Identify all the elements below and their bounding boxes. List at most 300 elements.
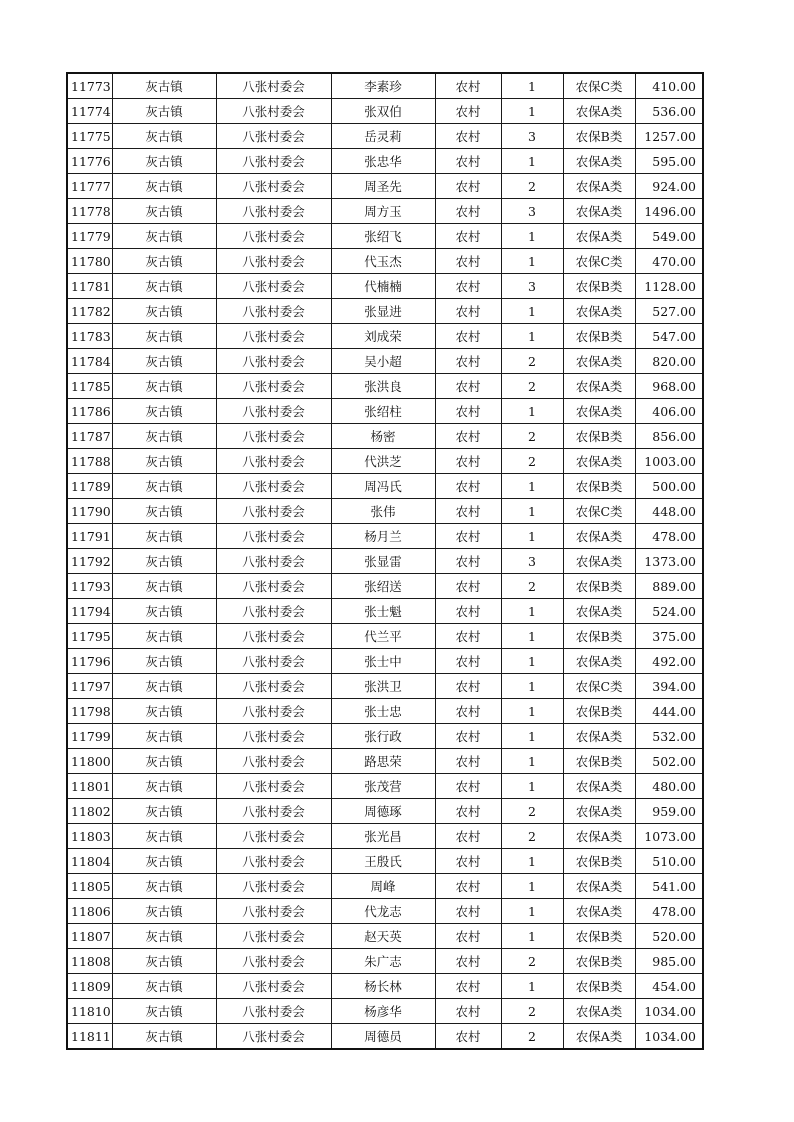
cell-town: 灰古镇 xyxy=(112,749,216,774)
cell-record-id: 11806 xyxy=(67,899,112,924)
cell-person-name: 刘成荣 xyxy=(331,324,435,349)
cell-record-id: 11773 xyxy=(67,73,112,99)
cell-village-committee: 八张村委会 xyxy=(216,999,331,1024)
cell-area-type: 农村 xyxy=(435,674,501,699)
cell-insurance-category: 农保A类 xyxy=(563,724,635,749)
cell-record-id: 11783 xyxy=(67,324,112,349)
cell-insurance-category: 农保A类 xyxy=(563,374,635,399)
cell-household-size: 1 xyxy=(501,299,563,324)
table-row xyxy=(67,224,703,249)
cell-town: 灰古镇 xyxy=(112,399,216,424)
cell-amount: 532.00 xyxy=(635,724,703,749)
cell-amount: 492.00 xyxy=(635,649,703,674)
cell-town: 灰古镇 xyxy=(112,499,216,524)
cell-record-id: 11793 xyxy=(67,574,112,599)
cell-village-committee: 八张村委会 xyxy=(216,374,331,399)
cell-insurance-category: 农保C类 xyxy=(563,249,635,274)
cell-insurance-category: 农保A类 xyxy=(563,349,635,374)
cell-village-committee: 八张村委会 xyxy=(216,674,331,699)
cell-insurance-category: 农保B类 xyxy=(563,124,635,149)
cell-record-id: 11807 xyxy=(67,924,112,949)
cell-town: 灰古镇 xyxy=(112,1024,216,1050)
cell-household-size: 2 xyxy=(501,1024,563,1050)
cell-household-size: 1 xyxy=(501,849,563,874)
cell-town: 灰古镇 xyxy=(112,549,216,574)
table-row xyxy=(67,174,703,199)
cell-amount: 394.00 xyxy=(635,674,703,699)
cell-insurance-category: 农保A类 xyxy=(563,824,635,849)
cell-town: 灰古镇 xyxy=(112,724,216,749)
cell-area-type: 农村 xyxy=(435,724,501,749)
cell-person-name: 张光昌 xyxy=(331,824,435,849)
cell-area-type: 农村 xyxy=(435,699,501,724)
cell-amount: 406.00 xyxy=(635,399,703,424)
cell-person-name: 周圣先 xyxy=(331,174,435,199)
cell-area-type: 农村 xyxy=(435,149,501,174)
cell-amount: 1034.00 xyxy=(635,999,703,1024)
cell-person-name: 朱广志 xyxy=(331,949,435,974)
cell-insurance-category: 农保A类 xyxy=(563,1024,635,1050)
cell-record-id: 11801 xyxy=(67,774,112,799)
cell-village-committee: 八张村委会 xyxy=(216,249,331,274)
cell-household-size: 1 xyxy=(501,724,563,749)
cell-household-size: 3 xyxy=(501,549,563,574)
table-row xyxy=(67,649,703,674)
table-row xyxy=(67,674,703,699)
cell-record-id: 11808 xyxy=(67,949,112,974)
cell-village-committee: 八张村委会 xyxy=(216,474,331,499)
cell-person-name: 代龙志 xyxy=(331,899,435,924)
cell-insurance-category: 农保B类 xyxy=(563,849,635,874)
cell-person-name: 张行政 xyxy=(331,724,435,749)
cell-village-committee: 八张村委会 xyxy=(216,424,331,449)
cell-town: 灰古镇 xyxy=(112,349,216,374)
cell-area-type: 农村 xyxy=(435,474,501,499)
cell-insurance-category: 农保B类 xyxy=(563,974,635,999)
cell-village-committee: 八张村委会 xyxy=(216,73,331,99)
cell-town: 灰古镇 xyxy=(112,199,216,224)
cell-record-id: 11804 xyxy=(67,849,112,874)
cell-town: 灰古镇 xyxy=(112,324,216,349)
cell-amount: 536.00 xyxy=(635,99,703,124)
cell-village-committee: 八张村委会 xyxy=(216,974,331,999)
cell-record-id: 11778 xyxy=(67,199,112,224)
cell-person-name: 代玉杰 xyxy=(331,249,435,274)
cell-village-committee: 八张村委会 xyxy=(216,324,331,349)
cell-person-name: 张显雷 xyxy=(331,549,435,574)
cell-village-committee: 八张村委会 xyxy=(216,549,331,574)
cell-amount: 448.00 xyxy=(635,499,703,524)
cell-person-name: 周德琢 xyxy=(331,799,435,824)
cell-household-size: 1 xyxy=(501,699,563,724)
cell-record-id: 11809 xyxy=(67,974,112,999)
cell-town: 灰古镇 xyxy=(112,524,216,549)
cell-village-committee: 八张村委会 xyxy=(216,449,331,474)
cell-household-size: 1 xyxy=(501,249,563,274)
cell-area-type: 农村 xyxy=(435,749,501,774)
cell-household-size: 1 xyxy=(501,324,563,349)
cell-town: 灰古镇 xyxy=(112,824,216,849)
cell-insurance-category: 农保B类 xyxy=(563,699,635,724)
cell-village-committee: 八张村委会 xyxy=(216,899,331,924)
cell-insurance-category: 农保B类 xyxy=(563,924,635,949)
cell-town: 灰古镇 xyxy=(112,899,216,924)
table-row xyxy=(67,824,703,849)
cell-amount: 478.00 xyxy=(635,899,703,924)
cell-area-type: 农村 xyxy=(435,949,501,974)
cell-household-size: 1 xyxy=(501,674,563,699)
cell-record-id: 11775 xyxy=(67,124,112,149)
cell-amount: 524.00 xyxy=(635,599,703,624)
cell-area-type: 农村 xyxy=(435,174,501,199)
cell-area-type: 农村 xyxy=(435,399,501,424)
cell-area-type: 农村 xyxy=(435,524,501,549)
cell-amount: 889.00 xyxy=(635,574,703,599)
cell-person-name: 吴小超 xyxy=(331,349,435,374)
cell-town: 灰古镇 xyxy=(112,124,216,149)
cell-village-committee: 八张村委会 xyxy=(216,174,331,199)
cell-village-committee: 八张村委会 xyxy=(216,849,331,874)
cell-area-type: 农村 xyxy=(435,124,501,149)
cell-household-size: 1 xyxy=(501,149,563,174)
records-body xyxy=(67,73,703,1049)
cell-amount: 480.00 xyxy=(635,774,703,799)
cell-town: 灰古镇 xyxy=(112,674,216,699)
cell-household-size: 1 xyxy=(501,924,563,949)
cell-person-name: 周方玉 xyxy=(331,199,435,224)
table-row xyxy=(67,799,703,824)
cell-insurance-category: 农保A类 xyxy=(563,149,635,174)
cell-amount: 454.00 xyxy=(635,974,703,999)
cell-person-name: 张绍柱 xyxy=(331,399,435,424)
table-row xyxy=(67,274,703,299)
cell-person-name: 张忠华 xyxy=(331,149,435,174)
cell-amount: 410.00 xyxy=(635,73,703,99)
cell-amount: 470.00 xyxy=(635,249,703,274)
table-row xyxy=(67,399,703,424)
cell-insurance-category: 农保A类 xyxy=(563,874,635,899)
cell-amount: 924.00 xyxy=(635,174,703,199)
cell-record-id: 11796 xyxy=(67,649,112,674)
cell-record-id: 11784 xyxy=(67,349,112,374)
cell-area-type: 农村 xyxy=(435,924,501,949)
cell-village-committee: 八张村委会 xyxy=(216,949,331,974)
table-row xyxy=(67,299,703,324)
cell-village-committee: 八张村委会 xyxy=(216,724,331,749)
cell-person-name: 杨月兰 xyxy=(331,524,435,549)
cell-record-id: 11788 xyxy=(67,449,112,474)
table-row xyxy=(67,549,703,574)
cell-household-size: 1 xyxy=(501,624,563,649)
cell-person-name: 张绍送 xyxy=(331,574,435,599)
cell-area-type: 农村 xyxy=(435,849,501,874)
cell-person-name: 张士中 xyxy=(331,649,435,674)
cell-household-size: 2 xyxy=(501,799,563,824)
cell-town: 灰古镇 xyxy=(112,99,216,124)
table-row xyxy=(67,374,703,399)
table-row xyxy=(67,749,703,774)
cell-household-size: 2 xyxy=(501,424,563,449)
cell-household-size: 2 xyxy=(501,999,563,1024)
cell-person-name: 张绍飞 xyxy=(331,224,435,249)
cell-village-committee: 八张村委会 xyxy=(216,624,331,649)
cell-record-id: 11798 xyxy=(67,699,112,724)
cell-household-size: 2 xyxy=(501,174,563,199)
cell-record-id: 11800 xyxy=(67,749,112,774)
cell-area-type: 农村 xyxy=(435,374,501,399)
cell-household-size: 2 xyxy=(501,574,563,599)
cell-village-committee: 八张村委会 xyxy=(216,149,331,174)
cell-area-type: 农村 xyxy=(435,799,501,824)
cell-area-type: 农村 xyxy=(435,624,501,649)
cell-amount: 541.00 xyxy=(635,874,703,899)
cell-town: 灰古镇 xyxy=(112,149,216,174)
cell-household-size: 1 xyxy=(501,899,563,924)
cell-person-name: 路思荣 xyxy=(331,749,435,774)
cell-household-size: 1 xyxy=(501,774,563,799)
cell-area-type: 农村 xyxy=(435,599,501,624)
cell-town: 灰古镇 xyxy=(112,874,216,899)
cell-village-committee: 八张村委会 xyxy=(216,924,331,949)
cell-household-size: 1 xyxy=(501,399,563,424)
cell-person-name: 张茂营 xyxy=(331,774,435,799)
table-row xyxy=(67,874,703,899)
cell-amount: 549.00 xyxy=(635,224,703,249)
cell-area-type: 农村 xyxy=(435,549,501,574)
table-row xyxy=(67,249,703,274)
table-row xyxy=(67,349,703,374)
cell-town: 灰古镇 xyxy=(112,73,216,99)
cell-household-size: 3 xyxy=(501,199,563,224)
cell-village-committee: 八张村委会 xyxy=(216,699,331,724)
cell-household-size: 1 xyxy=(501,499,563,524)
cell-village-committee: 八张村委会 xyxy=(216,199,331,224)
cell-household-size: 1 xyxy=(501,649,563,674)
cell-amount: 375.00 xyxy=(635,624,703,649)
cell-amount: 444.00 xyxy=(635,699,703,724)
cell-record-id: 11803 xyxy=(67,824,112,849)
cell-village-committee: 八张村委会 xyxy=(216,574,331,599)
cell-amount: 502.00 xyxy=(635,749,703,774)
cell-insurance-category: 农保A类 xyxy=(563,399,635,424)
cell-village-committee: 八张村委会 xyxy=(216,224,331,249)
cell-household-size: 3 xyxy=(501,124,563,149)
cell-town: 灰古镇 xyxy=(112,449,216,474)
cell-town: 灰古镇 xyxy=(112,649,216,674)
cell-household-size: 3 xyxy=(501,274,563,299)
cell-person-name: 代兰平 xyxy=(331,624,435,649)
cell-insurance-category: 农保A类 xyxy=(563,299,635,324)
cell-area-type: 农村 xyxy=(435,574,501,599)
cell-town: 灰古镇 xyxy=(112,574,216,599)
cell-household-size: 2 xyxy=(501,349,563,374)
cell-town: 灰古镇 xyxy=(112,174,216,199)
cell-record-id: 11799 xyxy=(67,724,112,749)
cell-household-size: 1 xyxy=(501,874,563,899)
cell-village-committee: 八张村委会 xyxy=(216,649,331,674)
cell-town: 灰古镇 xyxy=(112,699,216,724)
cell-amount: 856.00 xyxy=(635,424,703,449)
cell-record-id: 11781 xyxy=(67,274,112,299)
cell-record-id: 11787 xyxy=(67,424,112,449)
cell-person-name: 张伟 xyxy=(331,499,435,524)
cell-person-name: 周峰 xyxy=(331,874,435,899)
cell-insurance-category: 农保A类 xyxy=(563,524,635,549)
cell-amount: 1034.00 xyxy=(635,1024,703,1050)
cell-area-type: 农村 xyxy=(435,1024,501,1050)
cell-area-type: 农村 xyxy=(435,899,501,924)
cell-insurance-category: 农保A类 xyxy=(563,649,635,674)
cell-town: 灰古镇 xyxy=(112,799,216,824)
table-row xyxy=(67,924,703,949)
cell-insurance-category: 农保B类 xyxy=(563,424,635,449)
cell-insurance-category: 农保B类 xyxy=(563,574,635,599)
cell-village-committee: 八张村委会 xyxy=(216,349,331,374)
table-row xyxy=(67,73,703,99)
cell-village-committee: 八张村委会 xyxy=(216,274,331,299)
cell-person-name: 杨长林 xyxy=(331,974,435,999)
table-row xyxy=(67,949,703,974)
cell-town: 灰古镇 xyxy=(112,274,216,299)
cell-record-id: 11774 xyxy=(67,99,112,124)
cell-insurance-category: 农保A类 xyxy=(563,899,635,924)
cell-record-id: 11789 xyxy=(67,474,112,499)
cell-area-type: 农村 xyxy=(435,824,501,849)
cell-insurance-category: 农保C类 xyxy=(563,499,635,524)
cell-amount: 510.00 xyxy=(635,849,703,874)
cell-area-type: 农村 xyxy=(435,349,501,374)
table-row xyxy=(67,724,703,749)
cell-person-name: 张士魁 xyxy=(331,599,435,624)
cell-area-type: 农村 xyxy=(435,324,501,349)
cell-area-type: 农村 xyxy=(435,99,501,124)
cell-record-id: 11791 xyxy=(67,524,112,549)
cell-person-name: 岳灵莉 xyxy=(331,124,435,149)
cell-area-type: 农村 xyxy=(435,249,501,274)
cell-record-id: 11794 xyxy=(67,599,112,624)
cell-village-committee: 八张村委会 xyxy=(216,399,331,424)
cell-record-id: 11777 xyxy=(67,174,112,199)
cell-town: 灰古镇 xyxy=(112,624,216,649)
cell-household-size: 2 xyxy=(501,374,563,399)
table-row xyxy=(67,149,703,174)
cell-area-type: 农村 xyxy=(435,424,501,449)
cell-insurance-category: 农保A类 xyxy=(563,549,635,574)
cell-person-name: 赵天英 xyxy=(331,924,435,949)
cell-household-size: 1 xyxy=(501,599,563,624)
cell-household-size: 1 xyxy=(501,749,563,774)
cell-insurance-category: 农保B类 xyxy=(563,949,635,974)
table-row xyxy=(67,899,703,924)
cell-area-type: 农村 xyxy=(435,999,501,1024)
cell-household-size: 1 xyxy=(501,974,563,999)
cell-area-type: 农村 xyxy=(435,874,501,899)
cell-insurance-category: 农保B类 xyxy=(563,274,635,299)
cell-area-type: 农村 xyxy=(435,73,501,99)
cell-insurance-category: 农保A类 xyxy=(563,599,635,624)
cell-record-id: 11792 xyxy=(67,549,112,574)
cell-insurance-category: 农保A类 xyxy=(563,799,635,824)
cell-area-type: 农村 xyxy=(435,199,501,224)
cell-insurance-category: 农保A类 xyxy=(563,449,635,474)
cell-insurance-category: 农保C类 xyxy=(563,73,635,99)
cell-record-id: 11782 xyxy=(67,299,112,324)
cell-household-size: 1 xyxy=(501,474,563,499)
cell-amount: 1128.00 xyxy=(635,274,703,299)
cell-town: 灰古镇 xyxy=(112,374,216,399)
cell-household-size: 2 xyxy=(501,824,563,849)
cell-village-committee: 八张村委会 xyxy=(216,799,331,824)
cell-record-id: 11797 xyxy=(67,674,112,699)
cell-person-name: 李素珍 xyxy=(331,73,435,99)
table-row xyxy=(67,474,703,499)
cell-record-id: 11795 xyxy=(67,624,112,649)
cell-insurance-category: 农保B类 xyxy=(563,624,635,649)
cell-record-id: 11779 xyxy=(67,224,112,249)
cell-household-size: 2 xyxy=(501,949,563,974)
cell-person-name: 张洪良 xyxy=(331,374,435,399)
cell-amount: 595.00 xyxy=(635,149,703,174)
table-row xyxy=(67,1024,703,1050)
cell-village-committee: 八张村委会 xyxy=(216,599,331,624)
cell-town: 灰古镇 xyxy=(112,249,216,274)
cell-amount: 1073.00 xyxy=(635,824,703,849)
cell-amount: 520.00 xyxy=(635,924,703,949)
cell-person-name: 代楠楠 xyxy=(331,274,435,299)
cell-person-name: 张显进 xyxy=(331,299,435,324)
table-row xyxy=(67,599,703,624)
cell-amount: 1373.00 xyxy=(635,549,703,574)
table-row xyxy=(67,124,703,149)
cell-town: 灰古镇 xyxy=(112,774,216,799)
cell-village-committee: 八张村委会 xyxy=(216,749,331,774)
cell-record-id: 11790 xyxy=(67,499,112,524)
cell-town: 灰古镇 xyxy=(112,999,216,1024)
cell-village-committee: 八张村委会 xyxy=(216,1024,331,1050)
cell-area-type: 农村 xyxy=(435,299,501,324)
cell-village-committee: 八张村委会 xyxy=(216,299,331,324)
cell-town: 灰古镇 xyxy=(112,599,216,624)
cell-amount: 1003.00 xyxy=(635,449,703,474)
cell-household-size: 1 xyxy=(501,224,563,249)
cell-person-name: 张双伯 xyxy=(331,99,435,124)
cell-insurance-category: 农保C类 xyxy=(563,674,635,699)
cell-amount: 500.00 xyxy=(635,474,703,499)
cell-amount: 1496.00 xyxy=(635,199,703,224)
cell-amount: 1257.00 xyxy=(635,124,703,149)
cell-person-name: 杨彦华 xyxy=(331,999,435,1024)
cell-village-committee: 八张村委会 xyxy=(216,874,331,899)
cell-insurance-category: 农保A类 xyxy=(563,999,635,1024)
table-row xyxy=(67,699,703,724)
cell-town: 灰古镇 xyxy=(112,299,216,324)
cell-amount: 478.00 xyxy=(635,524,703,549)
table-row xyxy=(67,99,703,124)
cell-person-name: 杨密 xyxy=(331,424,435,449)
table-row xyxy=(67,974,703,999)
cell-town: 灰古镇 xyxy=(112,424,216,449)
cell-town: 灰古镇 xyxy=(112,849,216,874)
cell-amount: 968.00 xyxy=(635,374,703,399)
cell-area-type: 农村 xyxy=(435,224,501,249)
cell-record-id: 11802 xyxy=(67,799,112,824)
cell-person-name: 代洪芝 xyxy=(331,449,435,474)
table-row xyxy=(67,199,703,224)
table-row xyxy=(67,424,703,449)
cell-area-type: 农村 xyxy=(435,274,501,299)
cell-household-size: 2 xyxy=(501,449,563,474)
cell-area-type: 农村 xyxy=(435,974,501,999)
